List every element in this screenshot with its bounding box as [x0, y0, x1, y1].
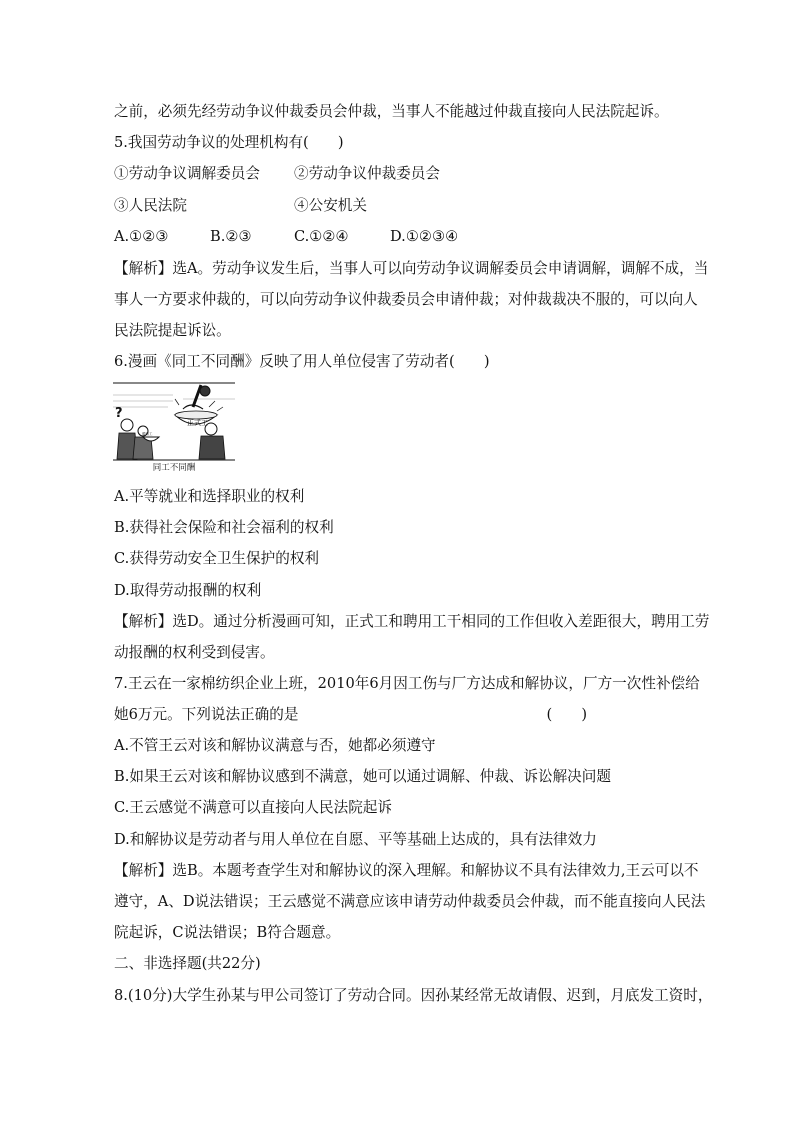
q5-choice-b: B.②③	[210, 228, 252, 245]
cartoon-caption: 同工不同酬	[152, 463, 196, 473]
q5-choice-d: D.①②③④	[390, 228, 459, 245]
cartoon-question-mark: ?	[115, 406, 123, 421]
q5-option-2: ②劳动争议仲裁委员会	[294, 165, 440, 182]
question-7-line-2: 她6万元。下列说法正确的是 ( )	[114, 706, 588, 723]
question-7-line-1: 7.王云在一家棉纺织企业上班，2010年6月因工伤与厂方达成和解协议，厂方一次性补偿给	[114, 675, 700, 692]
question-8-line-1: 8.(10分)大学生孙某与甲公司签订了劳动合同。因孙某经常无故请假、迟到，月底发工资时，	[114, 987, 713, 1004]
q7-choice-c: C.王云感觉不满意可以直接向人民法院起诉	[114, 799, 392, 816]
q7-choice-d: D.和解协议是劳动者与用人单位在自愿、平等基础上达成的，具有法律效力	[114, 831, 597, 848]
q5-analysis-line-2: 事人一方要求仲裁的，可以向劳动争议仲裁委员会申请仲裁；对仲裁裁决不服的，可以向人	[114, 291, 698, 308]
question-5: 5.我国劳动争议的处理机构有( )	[114, 134, 344, 151]
q6-analysis-line-1: 【解析】选D。通过分析漫画可知，正式工和聘用工干相同的工作但收入差距很大，聘用工劳	[114, 613, 710, 630]
q5-choice-c: C.①②④	[294, 228, 349, 245]
cartoon-label-hired: 聘用工	[142, 432, 153, 436]
q5-option-3: ③人民法院	[114, 197, 187, 214]
q7-choice-b: B.如果王云对该和解协议感到不满意，她可以通过调解、仲裁、诉讼解决问题	[114, 768, 611, 785]
q5-analysis-line-3: 民法院提起诉讼。	[114, 322, 231, 339]
cartoon-drawing	[113, 381, 235, 461]
q6-choice-c: C.获得劳动安全卫生保护的权利	[114, 550, 320, 567]
q6-choice-d: D.取得劳动报酬的权利	[114, 582, 262, 599]
q5-options-row-1	[114, 164, 680, 184]
q5-options-row-2	[114, 196, 680, 216]
cartoon-image	[113, 381, 235, 476]
q7-analysis-line-1: 【解析】选B。本题考查学生对和解协议的深入理解。和解协议不具有法律效力,王云可以不	[114, 862, 699, 879]
text-line: 之前，必须先经劳动争议仲裁委员会仲裁，当事人不能越过仲裁直接向人民法院起诉。	[114, 103, 669, 120]
q5-option-1: ①劳动争议调解委员会	[114, 165, 260, 182]
q5-choices	[114, 227, 680, 247]
section-heading: 二、非选择题(共22分)	[114, 955, 261, 972]
question-6: 6.漫画《同工不同酬》反映了用人单位侵害了劳动者( )	[114, 353, 490, 370]
q7-choice-a: A.不管王云对该和解协议满意与否，她都必须遵守	[114, 737, 436, 754]
q7-analysis-line-3: 院起诉，C说法错误；B符合题意。	[114, 924, 341, 941]
q6-choice-b: B.获得社会保险和社会福利的权利	[114, 519, 334, 536]
cartoon-label-formal: 正式工	[187, 419, 208, 427]
q5-choice-a: A.①②③	[114, 228, 169, 245]
q6-choice-a: A.平等就业和选择职业的权利	[114, 488, 305, 505]
q5-analysis-line-1: 【解析】选A。劳动争议发生后，当事人可以向劳动争议调解委员会申请调解，调解不成，当	[114, 260, 709, 277]
q7-analysis-line-2: 遵守，A、D说法错误；王云感觉不满意应该申请劳动仲裁委员会仲裁，而不能直接向人民法	[114, 893, 706, 910]
q5-option-4: ④公安机关	[294, 197, 367, 214]
q6-analysis-line-2: 动报酬的权利受到侵害。	[114, 644, 275, 661]
